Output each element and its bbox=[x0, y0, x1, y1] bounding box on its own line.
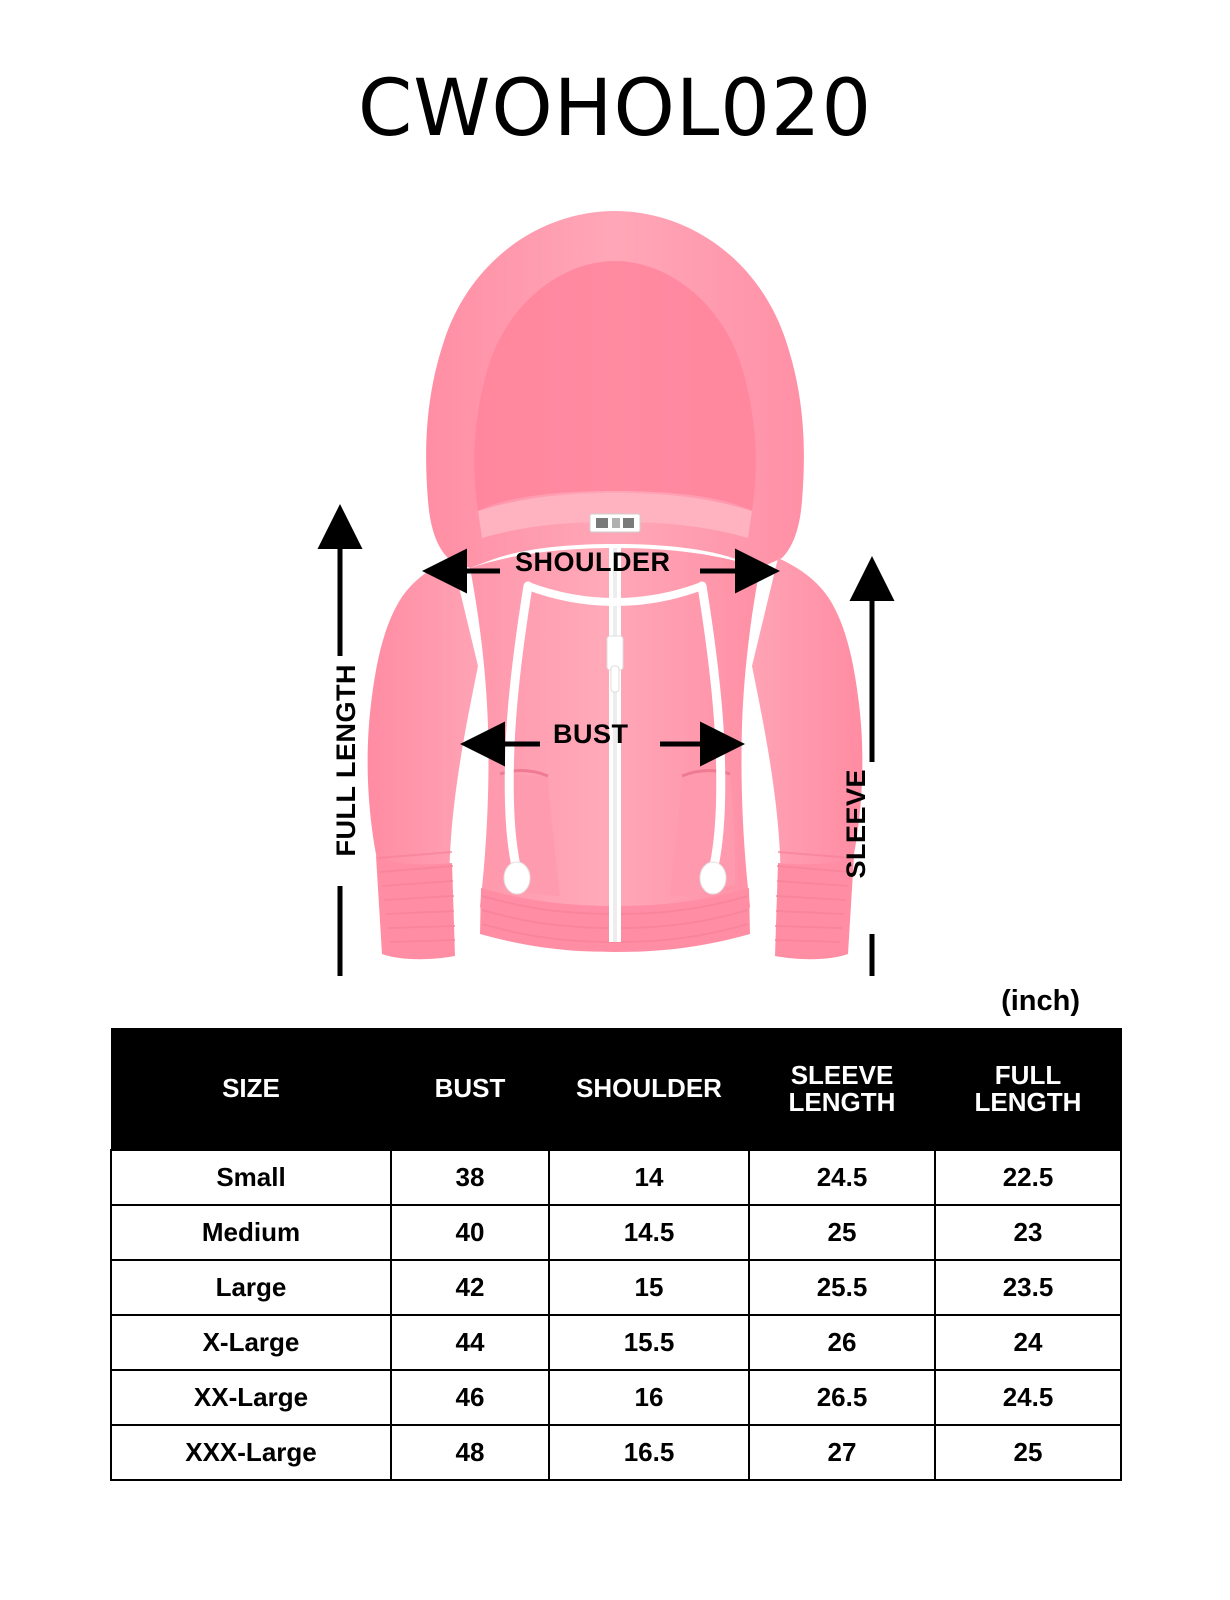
label-shoulder: SHOULDER bbox=[515, 547, 671, 577]
header-sleeve-length bbox=[749, 1029, 935, 1151]
cell-sleeve: 25 bbox=[749, 1205, 935, 1260]
size-chart-container bbox=[110, 1028, 1120, 1481]
cell-size: Large bbox=[111, 1260, 391, 1315]
cell-size: Small bbox=[111, 1150, 391, 1205]
label-bust: BUST bbox=[553, 719, 629, 749]
cell-shoulder: 16 bbox=[549, 1370, 749, 1425]
cell-full: 23.5 bbox=[935, 1260, 1121, 1315]
header-sleeve-line1: SLEEVE bbox=[790, 1059, 894, 1090]
cell-full: 22.5 bbox=[935, 1150, 1121, 1205]
cell-bust: 48 bbox=[391, 1425, 549, 1480]
cell-sleeve: 27 bbox=[749, 1425, 935, 1480]
cell-bust: 40 bbox=[391, 1205, 549, 1260]
header-shoulder: SHOULDER bbox=[549, 1029, 749, 1151]
cell-shoulder: 14.5 bbox=[549, 1205, 749, 1260]
table-row bbox=[111, 1315, 1121, 1370]
label-full-length: FULL LENGTH bbox=[331, 664, 361, 857]
unit-note: (inch) bbox=[1001, 985, 1080, 1017]
size-chart-table bbox=[110, 1028, 1122, 1481]
header-full-line1: FULL bbox=[994, 1059, 1062, 1090]
table-row bbox=[111, 1205, 1121, 1260]
header-size: SIZE bbox=[111, 1029, 391, 1151]
cell-sleeve: 24.5 bbox=[749, 1150, 935, 1205]
cell-full: 25 bbox=[935, 1425, 1121, 1480]
table-header-row bbox=[111, 1029, 1121, 1151]
table-row bbox=[111, 1150, 1121, 1205]
cell-shoulder: 15.5 bbox=[549, 1315, 749, 1370]
cell-size: XXX-Large bbox=[111, 1425, 391, 1480]
cell-shoulder: 16.5 bbox=[549, 1425, 749, 1480]
table-row bbox=[111, 1370, 1121, 1425]
cell-size: X-Large bbox=[111, 1315, 391, 1370]
cell-sleeve: 26 bbox=[749, 1315, 935, 1370]
cell-full: 24.5 bbox=[935, 1370, 1121, 1425]
cell-bust: 42 bbox=[391, 1260, 549, 1315]
header-sleeve-line2: LENGTH bbox=[788, 1087, 896, 1117]
cell-sleeve: 25.5 bbox=[749, 1260, 935, 1315]
cell-bust: 38 bbox=[391, 1150, 549, 1205]
cell-bust: 46 bbox=[391, 1370, 549, 1425]
cell-size: Medium bbox=[111, 1205, 391, 1260]
table-row bbox=[111, 1425, 1121, 1480]
cell-bust: 44 bbox=[391, 1315, 549, 1370]
cell-size: XX-Large bbox=[111, 1370, 391, 1425]
cell-shoulder: 15 bbox=[549, 1260, 749, 1315]
cell-sleeve: 26.5 bbox=[749, 1370, 935, 1425]
page-title: CWOHOL020 bbox=[357, 64, 873, 154]
cell-full: 24 bbox=[935, 1315, 1121, 1370]
cell-full: 23 bbox=[935, 1205, 1121, 1260]
table-row bbox=[111, 1260, 1121, 1315]
header-bust: BUST bbox=[391, 1029, 549, 1151]
garment-illustration bbox=[0, 166, 1230, 976]
header-full-length bbox=[935, 1029, 1121, 1151]
cell-shoulder: 14 bbox=[549, 1150, 749, 1205]
label-sleeve: SLEEVE bbox=[841, 769, 871, 879]
header-full-line2: LENGTH bbox=[974, 1087, 1082, 1117]
